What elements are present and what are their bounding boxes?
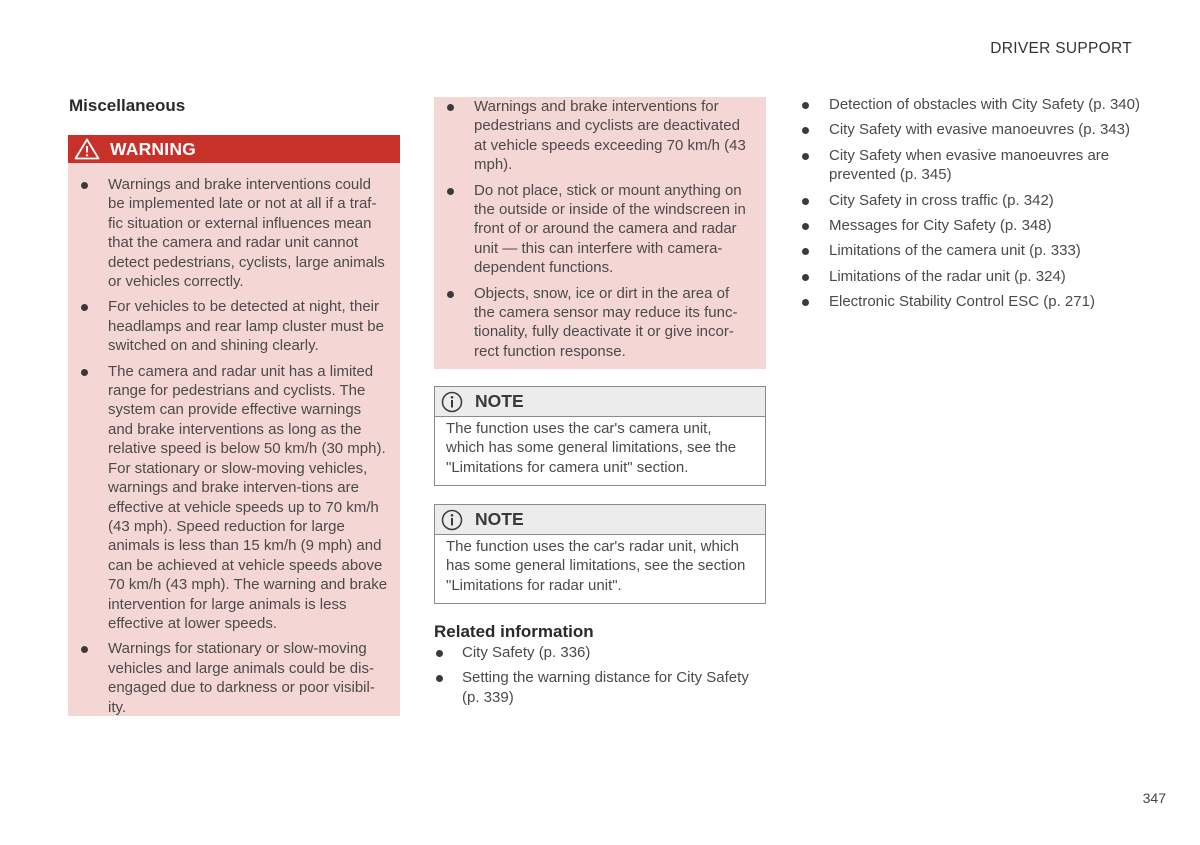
warning-box xyxy=(68,135,400,716)
related-link[interactable] xyxy=(789,267,1149,286)
bullet xyxy=(447,104,454,111)
related-link-text[interactable]: Limitations of the camera unit (p. 333) xyxy=(829,242,1081,260)
note-text: The function uses the car's camera unit, which has some general limitations, see the "Limitations for camera unit" section. xyxy=(446,420,737,476)
note-label: NOTE xyxy=(475,391,524,411)
note-label: NOTE xyxy=(475,509,524,529)
warning-box-continued xyxy=(434,97,766,369)
related-link[interactable] xyxy=(789,292,1149,311)
warning-triangle-icon xyxy=(74,138,100,160)
warning-label: WARNING xyxy=(110,138,196,159)
list-item xyxy=(68,639,390,717)
list-item-text: For vehicles to be detected at night, their headlamps and rear lamp cluster must be switched on and shining clearly. xyxy=(108,298,384,355)
related-link[interactable] xyxy=(789,241,1149,260)
note-text: The function uses the car's radar unit, which has some general limitations, see the section "Limitations for radar unit". xyxy=(446,538,746,594)
bullet xyxy=(802,102,809,109)
chapter-header: DRIVER SUPPORT xyxy=(990,40,1132,57)
list-item xyxy=(68,362,390,634)
bullet xyxy=(81,182,88,189)
related-link[interactable] xyxy=(789,120,1149,139)
note-header xyxy=(435,505,765,535)
bullet xyxy=(802,223,809,230)
bullet xyxy=(802,274,809,281)
related-link-text[interactable]: City Safety in cross traffic (p. 342) xyxy=(829,191,1054,209)
list-item xyxy=(68,297,390,355)
list-item xyxy=(434,97,754,175)
section-title: Miscellaneous xyxy=(69,96,186,115)
list-item xyxy=(434,284,754,362)
related-link-text[interactable]: Limitations of the radar unit (p. 324) xyxy=(829,267,1066,285)
related-link-text[interactable]: City Safety (p. 336) xyxy=(462,644,591,661)
related-link[interactable] xyxy=(789,216,1149,235)
related-list xyxy=(434,643,766,707)
related-link-text[interactable]: Messages for City Safety (p. 348) xyxy=(829,217,1052,235)
list-item-text: Warnings and brake interventions could be implemented late or not at all if a traf-fic situation or external influences mean that the camera and radar unit cannot detect pedestrians, cyclists, large animals or vehicles correctly. xyxy=(108,176,385,291)
related-link-text[interactable]: City Safety with evasive manoeuvres (p. 343) xyxy=(829,121,1130,139)
list-item-text: Warnings and brake interventions for pedestrians and cyclists are deactivated at vehicle speeds exceeding 70 km/h (43 mph). xyxy=(474,98,746,174)
page-number: 347 xyxy=(1142,790,1166,806)
bullet xyxy=(802,299,809,306)
bullet xyxy=(802,153,809,160)
note-box-radar xyxy=(434,504,766,604)
warning-header xyxy=(68,135,400,163)
related-link[interactable] xyxy=(789,95,1149,114)
list-item-text: Objects, snow, ice or dirt in the area of the camera sensor may reduce its func-tionality, fully deactivate it or give incor-rect function response. xyxy=(474,284,738,360)
note-header xyxy=(435,387,765,417)
bullet xyxy=(81,646,88,653)
list-item xyxy=(68,175,390,291)
related-information xyxy=(434,643,766,713)
bullet xyxy=(802,127,809,134)
related-link-text[interactable]: Electronic Stability Control ESC (p. 271) xyxy=(829,293,1095,311)
related-information-continued xyxy=(789,95,1149,318)
bullet xyxy=(447,291,454,298)
related-link-text[interactable]: Detection of obstacles with City Safety (p. 340) xyxy=(829,96,1140,113)
bullet xyxy=(447,188,454,195)
bullet xyxy=(81,304,88,311)
bullet xyxy=(802,248,809,255)
list-item-text: Warnings for stationary or slow-moving vehicles and large animals could be dis-engaged due to darkness or poor visibil-ity. xyxy=(108,640,375,716)
note-box-camera xyxy=(434,386,766,486)
warning-list xyxy=(68,175,400,717)
related-link-text[interactable]: City Safety when evasive manoeuvres are prevented (p. 345) xyxy=(829,146,1110,184)
list-item xyxy=(434,181,754,278)
related-link[interactable] xyxy=(434,668,766,707)
bullet xyxy=(436,675,443,682)
info-icon xyxy=(441,509,463,531)
related-link[interactable] xyxy=(789,191,1149,210)
related-list-continued xyxy=(789,95,1149,312)
related-link[interactable] xyxy=(434,643,766,662)
related-link[interactable] xyxy=(789,146,1149,185)
list-item-text: Do not place, stick or mount anything on the outside or inside of the windscreen in front of or around the camera and radar unit — this can interfere with camera-dependent functions. xyxy=(474,181,746,277)
related-information-title: Related information xyxy=(434,622,594,641)
info-icon xyxy=(441,391,463,413)
bullet xyxy=(802,198,809,205)
bullet xyxy=(436,650,443,657)
related-link-text[interactable]: Setting the warning distance for City Safety (p. 339) xyxy=(462,669,749,706)
warning-list-continued xyxy=(434,97,766,361)
bullet xyxy=(81,369,88,376)
list-item-text: The camera and radar unit has a limited range for pedestrians and cyclists. The system can provide effective warnings and brake interventions as long as the relative speed is below 50 km/h (30 mph). For stationary or slow-moving vehicles, warnings and brake interven-tions are effective at vehicle speeds up to 70 km/h (43 mph). Speed reduction for large animals is less than 15 km/h (9 mph) and can be achieved at vehicle speeds above 70 km/h (43 mph). The warning and brake intervention for large animals is less effective at lower speeds. xyxy=(108,362,388,632)
